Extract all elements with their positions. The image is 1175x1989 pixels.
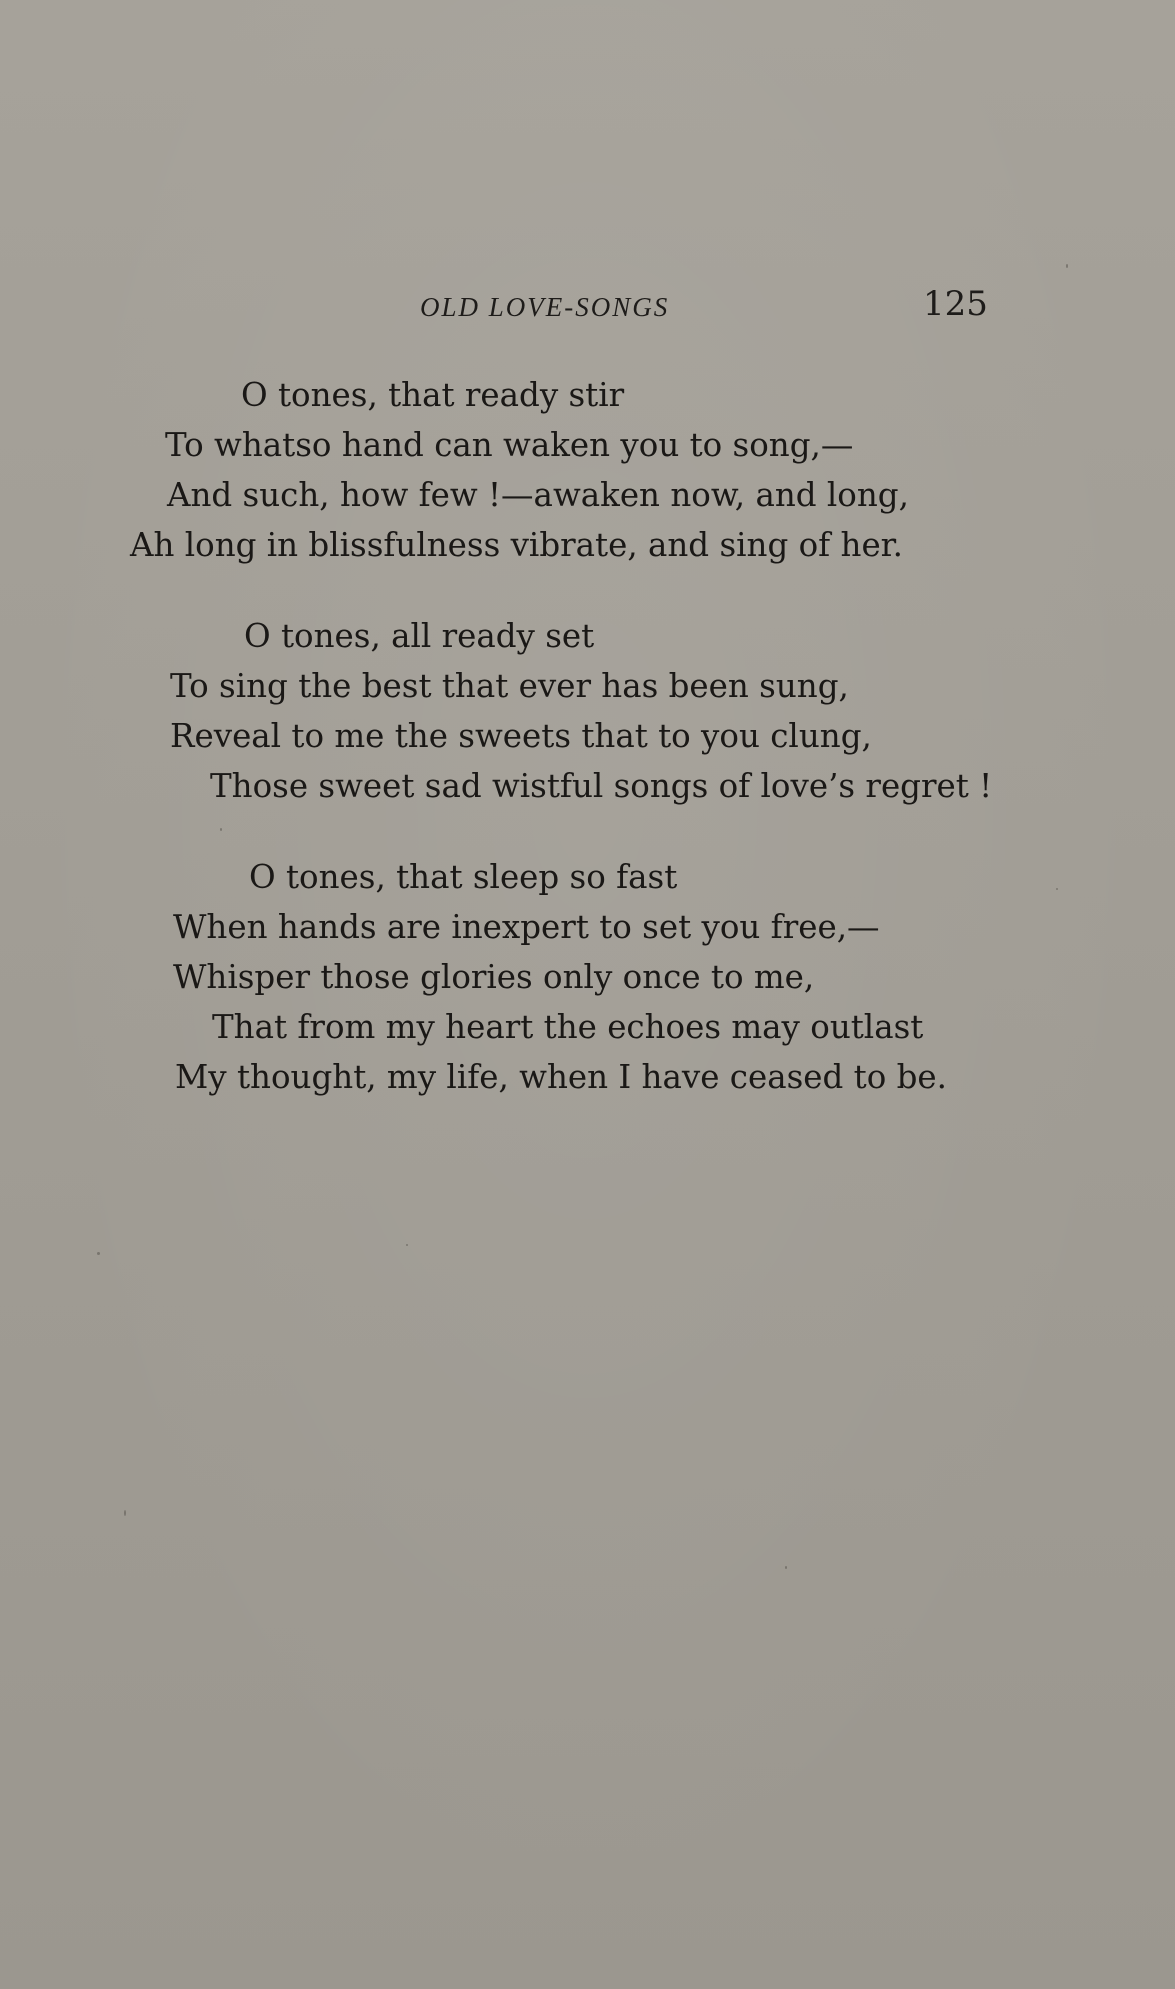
poem-line: When hands are inexpert to set you free,— [173, 908, 880, 946]
paper-speck [785, 1566, 787, 1569]
poem-line: Reveal to me the sweets that to you clung, [170, 717, 872, 755]
paper-speck [406, 1244, 408, 1246]
paper-speck [1066, 264, 1068, 268]
paper-speck [1056, 888, 1058, 890]
poem-line: My thought, my life, when I have ceased to be. [175, 1058, 947, 1096]
running-head: OLD LOVE-SONGS [420, 292, 670, 322]
paper-speck [97, 1252, 100, 1255]
poem-line: And such, how few !—awaken now, and long, [167, 476, 909, 514]
poem-line: That from my heart the echoes may outlast [212, 1008, 924, 1046]
page-number: 125 [923, 284, 988, 324]
poem-line: To sing the best that ever has been sung, [170, 667, 849, 705]
poem-line: Ah long in blissfulness vibrate, and sing of her. [130, 526, 903, 564]
poem-line: O tones, that ready stir [241, 376, 625, 414]
poem-line: To whatso hand can waken you to song,— [165, 426, 854, 464]
poem-line: Whisper those glories only once to me, [173, 958, 815, 996]
poem-line: Those sweet sad wistful songs of love’s regret ! [210, 767, 993, 805]
paper-speck [124, 1510, 126, 1516]
paper-speck [220, 828, 222, 831]
poem-line: O tones, all ready set [244, 617, 595, 655]
poem-line: O tones, that sleep so fast [249, 858, 678, 896]
